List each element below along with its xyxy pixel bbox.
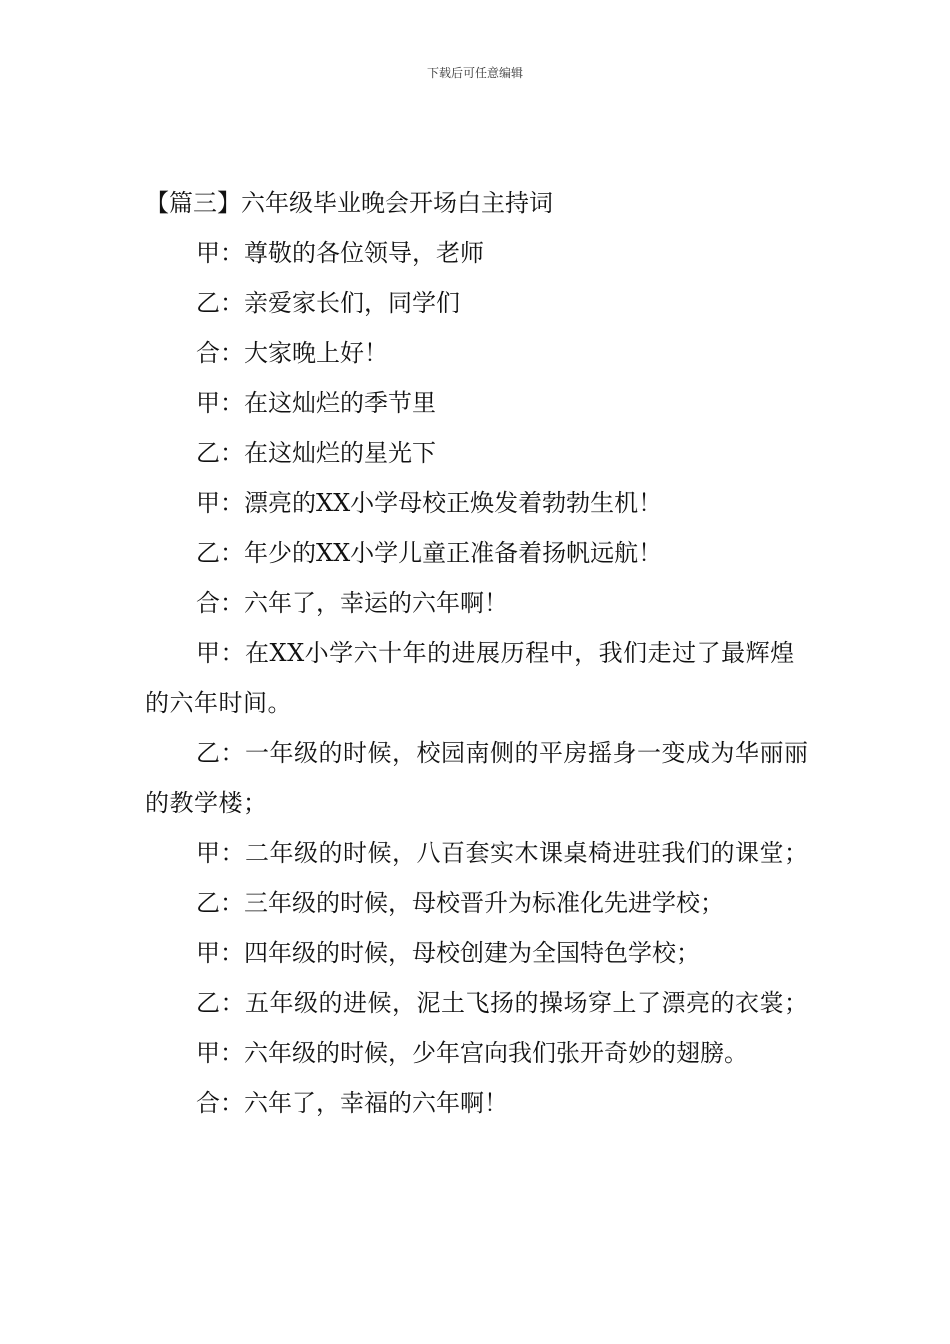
dialogue-line: 甲：漂亮的XX小学母校正焕发着勃勃生机！ <box>196 489 663 517</box>
dialogue-paragraph: 甲：二年级的时候，八百套实木课桌椅进驻我们的课堂； <box>196 839 809 867</box>
dialogue-line: 甲：在这灿烂的季节里 <box>196 389 436 417</box>
dialogue-line: 乙：三年级的时候，母校晋升为标准化先进学校； <box>196 889 724 917</box>
dialogue-line: 合：大家晚上好！ <box>196 339 388 367</box>
document-body <box>145 178 810 1128</box>
page-header: 下载后可任意编辑 <box>426 66 523 80</box>
document-title: 【篇三】六年级毕业晚会开场白主持词 <box>145 189 553 217</box>
dialogue-line: 乙：在这灿烂的星光下 <box>196 439 436 467</box>
dialogue-line: 合：六年了，幸福的六年啊！ <box>196 1089 508 1117</box>
dialogue-paragraph: 乙：一年级的时候，校园南侧的平房摇身一变成为华丽丽的教学楼； <box>145 739 809 817</box>
dialogue-line: 甲：六年级的时候，少年宫向我们张开奇妙的翅膀。 <box>196 1039 748 1067</box>
dialogue-paragraph: 乙：五年级的进候，泥土飞扬的操场穿上了漂亮的衣裳； <box>196 989 809 1017</box>
dialogue-line: 乙：亲爱家长们，同学们 <box>196 289 460 317</box>
dialogue-line: 乙：年少的XX小学儿童正准备着扬帆远航！ <box>196 539 663 567</box>
dialogue-line: 合：六年了，幸运的六年啊！ <box>196 589 508 617</box>
dialogue-line: 甲：四年级的时候，母校创建为全国特色学校； <box>196 939 700 967</box>
dialogue-paragraph: 甲：在XX小学六十年的进展历程中，我们走过了最辉煌的六年时间。 <box>145 639 795 717</box>
dialogue-line: 甲：尊敬的各位领导，老师 <box>196 239 484 267</box>
